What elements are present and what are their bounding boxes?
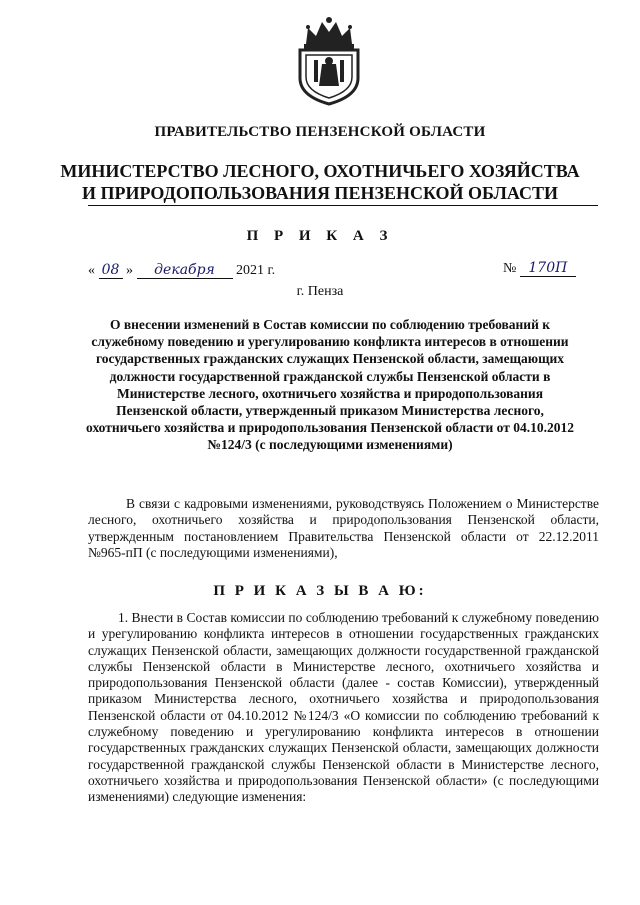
- number-value: 170П: [520, 260, 576, 277]
- ministry-title: [60, 160, 580, 204]
- document-city: г. Пенза: [296, 284, 344, 299]
- document-type: П Р И К А З: [246, 228, 394, 244]
- date-close-quote: »: [126, 263, 133, 278]
- coat-of-arms-icon: [292, 16, 366, 106]
- date-day: 08: [99, 262, 123, 279]
- preamble-paragraph: В связи с кадровыми изменениями, руководствуясь Положением о Министерстве лесного, охотничьего хозяйства и природопользования Пензенской области, утвержденным постановлением Правительства Пензенской области от 22.12.2011 №965-пП (с последующими изменениями),: [88, 496, 599, 560]
- date-year: 2021 г.: [236, 263, 276, 278]
- number-label: №: [503, 261, 517, 276]
- date-month: декабря: [137, 262, 233, 279]
- order-heading: П Р И К А З Ы В А Ю:: [213, 583, 427, 599]
- document-subject: О внесении изменений в Состав комиссии по соблюдению требований к служебному поведению и урегулированию конфликта интересов в отношении государственных гражданских служащих Пензенской области, замещающих должности государственной гражданской службы Пензенской области в Министерстве лесного, охотничьего хозяйства и природопользования Пензенской области, утвержденный приказом Министерства лесного, охотничьего хозяйства и природопользования Пензенской области от 04.10.2012 №124/3 (с последующими изменениями): [86, 317, 574, 453]
- header-divider: [88, 205, 598, 206]
- date-open-quote: «: [88, 263, 95, 278]
- order-item-1: 1. Внести в Состав комиссии по соблюдению требований к служебному поведению и урегулированию конфликта интересов в отношении государственных гражданских служащих Пензенской области, замещающих должности государственной гражданской службы Пензенской области в Министерстве лесного, охотничьего хозяйства и природопользования Пензенской области (далее - состав Комиссии), утвержденный приказом Министерства лесного, охотничьего хозяйства и природопользования Пензенской области от 04.10.2012 №124/3 «О комиссии по соблюдению требований к служебному поведению и урегулированию конфликта интересов в отношении государственных гражданских служащих Пензенской области, замещающих должности государственной гражданской службы Пензенской области в Министерстве лесного, охотничьего хозяйства и природопользования Пензенской области» (с последующими изменениями) следующие изменения:: [88, 610, 599, 805]
- ministry-title-line2: И ПРИРОДОПОЛЬЗОВАНИЯ ПЕНЗЕНСКОЙ ОБЛАСТИ: [81, 183, 559, 203]
- document-date: [88, 262, 275, 279]
- document-number: [503, 260, 576, 277]
- government-title: ПРАВИТЕЛЬСТВО ПЕНЗЕНСКОЙ ОБЛАСТИ: [154, 124, 486, 140]
- ministry-title-line1: МИНИСТЕРСТВО ЛЕСНОГО, ОХОТНИЧЬЕГО ХОЗЯЙСТВА: [60, 161, 580, 181]
